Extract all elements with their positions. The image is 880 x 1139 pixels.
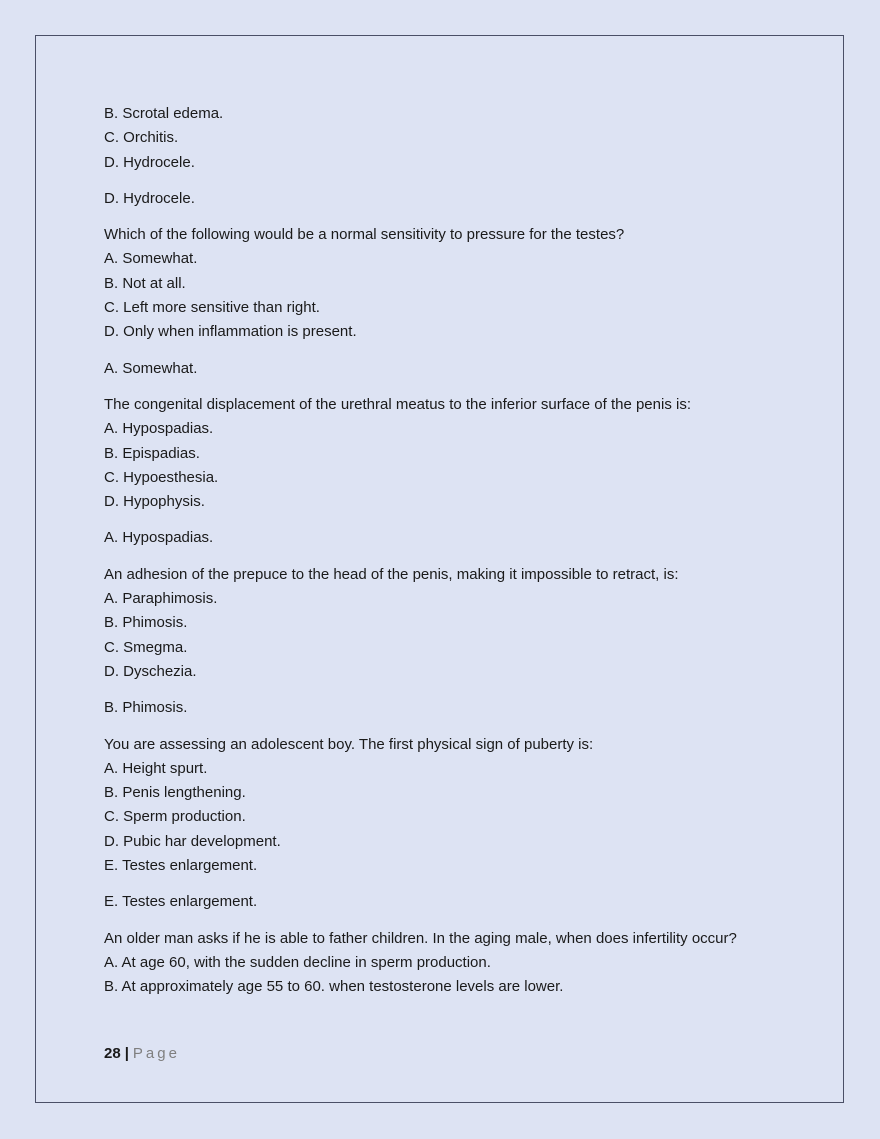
question-block-5: [104, 733, 804, 879]
option: A. Hypospadias.: [104, 420, 214, 438]
question-block-2: [104, 223, 804, 344]
answer: A. Somewhat.: [104, 359, 198, 377]
question-text: An adhesion of the prepuce to the head of the penis, making it impossible to retract, is:: [104, 565, 679, 583]
option: D. Dyschezia.: [104, 662, 197, 680]
answer: B. Phimosis.: [104, 699, 188, 717]
option: B. Phimosis.: [104, 614, 188, 632]
question-text: Which of the following would be a normal sensitivity to pressure for the testes?: [104, 226, 625, 244]
option: D. Pubic har development.: [104, 832, 281, 850]
answer: D. Hydrocele.: [104, 189, 195, 207]
question-block-4: [104, 563, 804, 684]
option: A. Somewhat.: [104, 250, 198, 268]
question-text: You are assessing an adolescent boy. The first physical sign of puberty is:: [104, 735, 594, 753]
option: D. Hypophysis.: [104, 493, 205, 511]
option: A. At age 60, with the sudden decline in sperm production.: [104, 953, 491, 971]
question-text: The congenital displacement of the urethral meatus to the inferior surface of the penis is:: [104, 395, 691, 413]
option: B. At approximately age 55 to 60. when testosterone levels are lower.: [104, 978, 564, 996]
question-text: An older man asks if he is able to father children. In the aging male, when does infertility occur?: [104, 929, 737, 947]
question-block-1: [104, 102, 804, 175]
option: C. Smegma.: [104, 638, 188, 656]
page-number: 28: [104, 1045, 121, 1062]
option: A. Height spurt.: [104, 759, 208, 777]
page-label: Page: [132, 1045, 180, 1062]
option: B. Not at all.: [104, 274, 186, 292]
option: B. Penis lengthening.: [104, 784, 246, 802]
option: C. Left more sensitive than right.: [104, 299, 320, 317]
document-body: [104, 102, 804, 1012]
answer: A. Hypospadias.: [104, 529, 214, 547]
footer-separator: |: [124, 1045, 129, 1062]
page-footer: [104, 1045, 180, 1062]
option: C. Hypoesthesia.: [104, 468, 219, 486]
option: E. Testes enlargement.: [104, 857, 258, 875]
option: B. Scrotal edema.: [104, 105, 224, 122]
option: D. Hydrocele.: [104, 153, 195, 171]
answer: E. Testes enlargement.: [104, 893, 258, 911]
option: B. Epispadias.: [104, 444, 200, 462]
option: C. Orchitis.: [104, 129, 179, 147]
question-block-6: [104, 927, 804, 1000]
question-block-3: [104, 393, 804, 514]
option: C. Sperm production.: [104, 808, 246, 826]
option: A. Paraphimosis.: [104, 590, 218, 608]
option: D. Only when inflammation is present.: [104, 323, 357, 341]
